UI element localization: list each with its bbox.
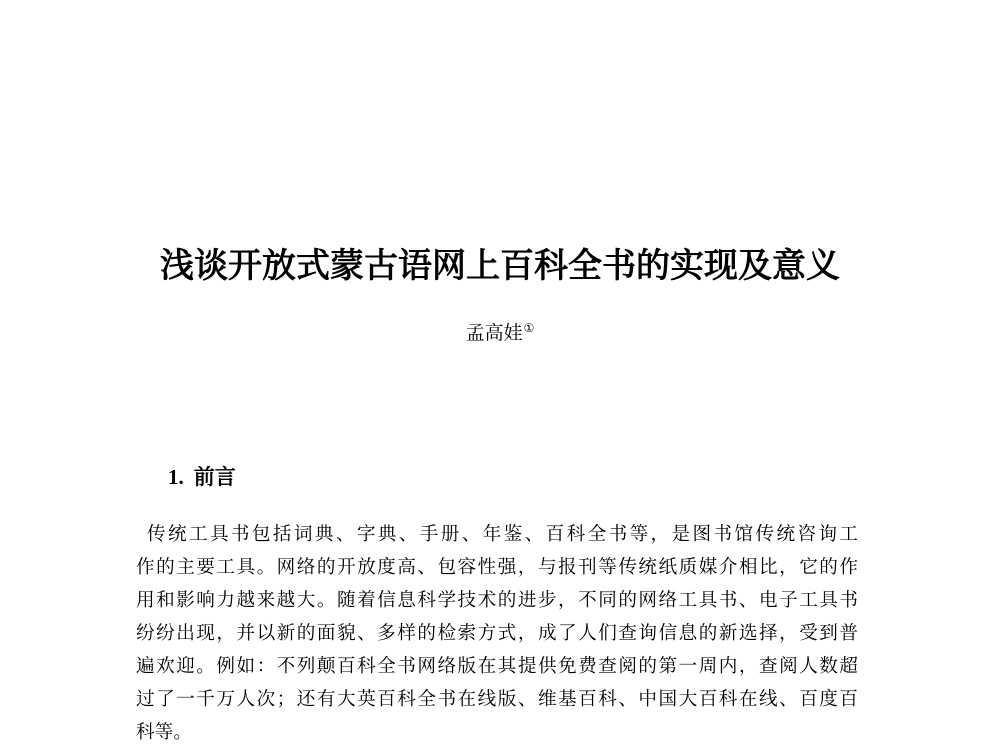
paragraph-line: 纷纷出现，并以新的面貌、多样的检索方式，成了人们查询信息的新选择，受到普 [136, 623, 858, 644]
paragraph-line: 用和影响力越来越大。随着信息科学技术的进步，不同的网络工具书、电子工具书 [136, 590, 858, 611]
body-paragraph [136, 518, 858, 749]
author-name: 孟高娃 [465, 322, 523, 344]
paragraph-line: 科等。 [136, 722, 192, 743]
paragraph-line: 过了一千万人次；还有大英百科全书在线版、维基百科、中国大百科在线、百度百 [136, 689, 858, 710]
section-heading [168, 462, 236, 492]
author-footnote-mark: ① [523, 321, 535, 335]
paragraph-line: 遍欢迎。例如：不列颠百科全书网络版在其提供免费查阅的第一周内，查阅人数超 [136, 656, 858, 677]
author-line [0, 314, 1000, 347]
paper-title: 浅谈开放式蒙古语网上百科全书的实现及意义 [160, 246, 840, 286]
paragraph-line: 传统工具书包括词典、字典、手册、年鉴、百科全书等，是图书馆传统咨询工 [147, 524, 858, 545]
section-number: 1. [168, 465, 184, 489]
paragraph-line: 作的主要工具。网络的开放度高、包容性强，与报刊等传统纸质媒介相比，它的作 [136, 557, 858, 578]
section-title: 前言 [193, 465, 236, 489]
